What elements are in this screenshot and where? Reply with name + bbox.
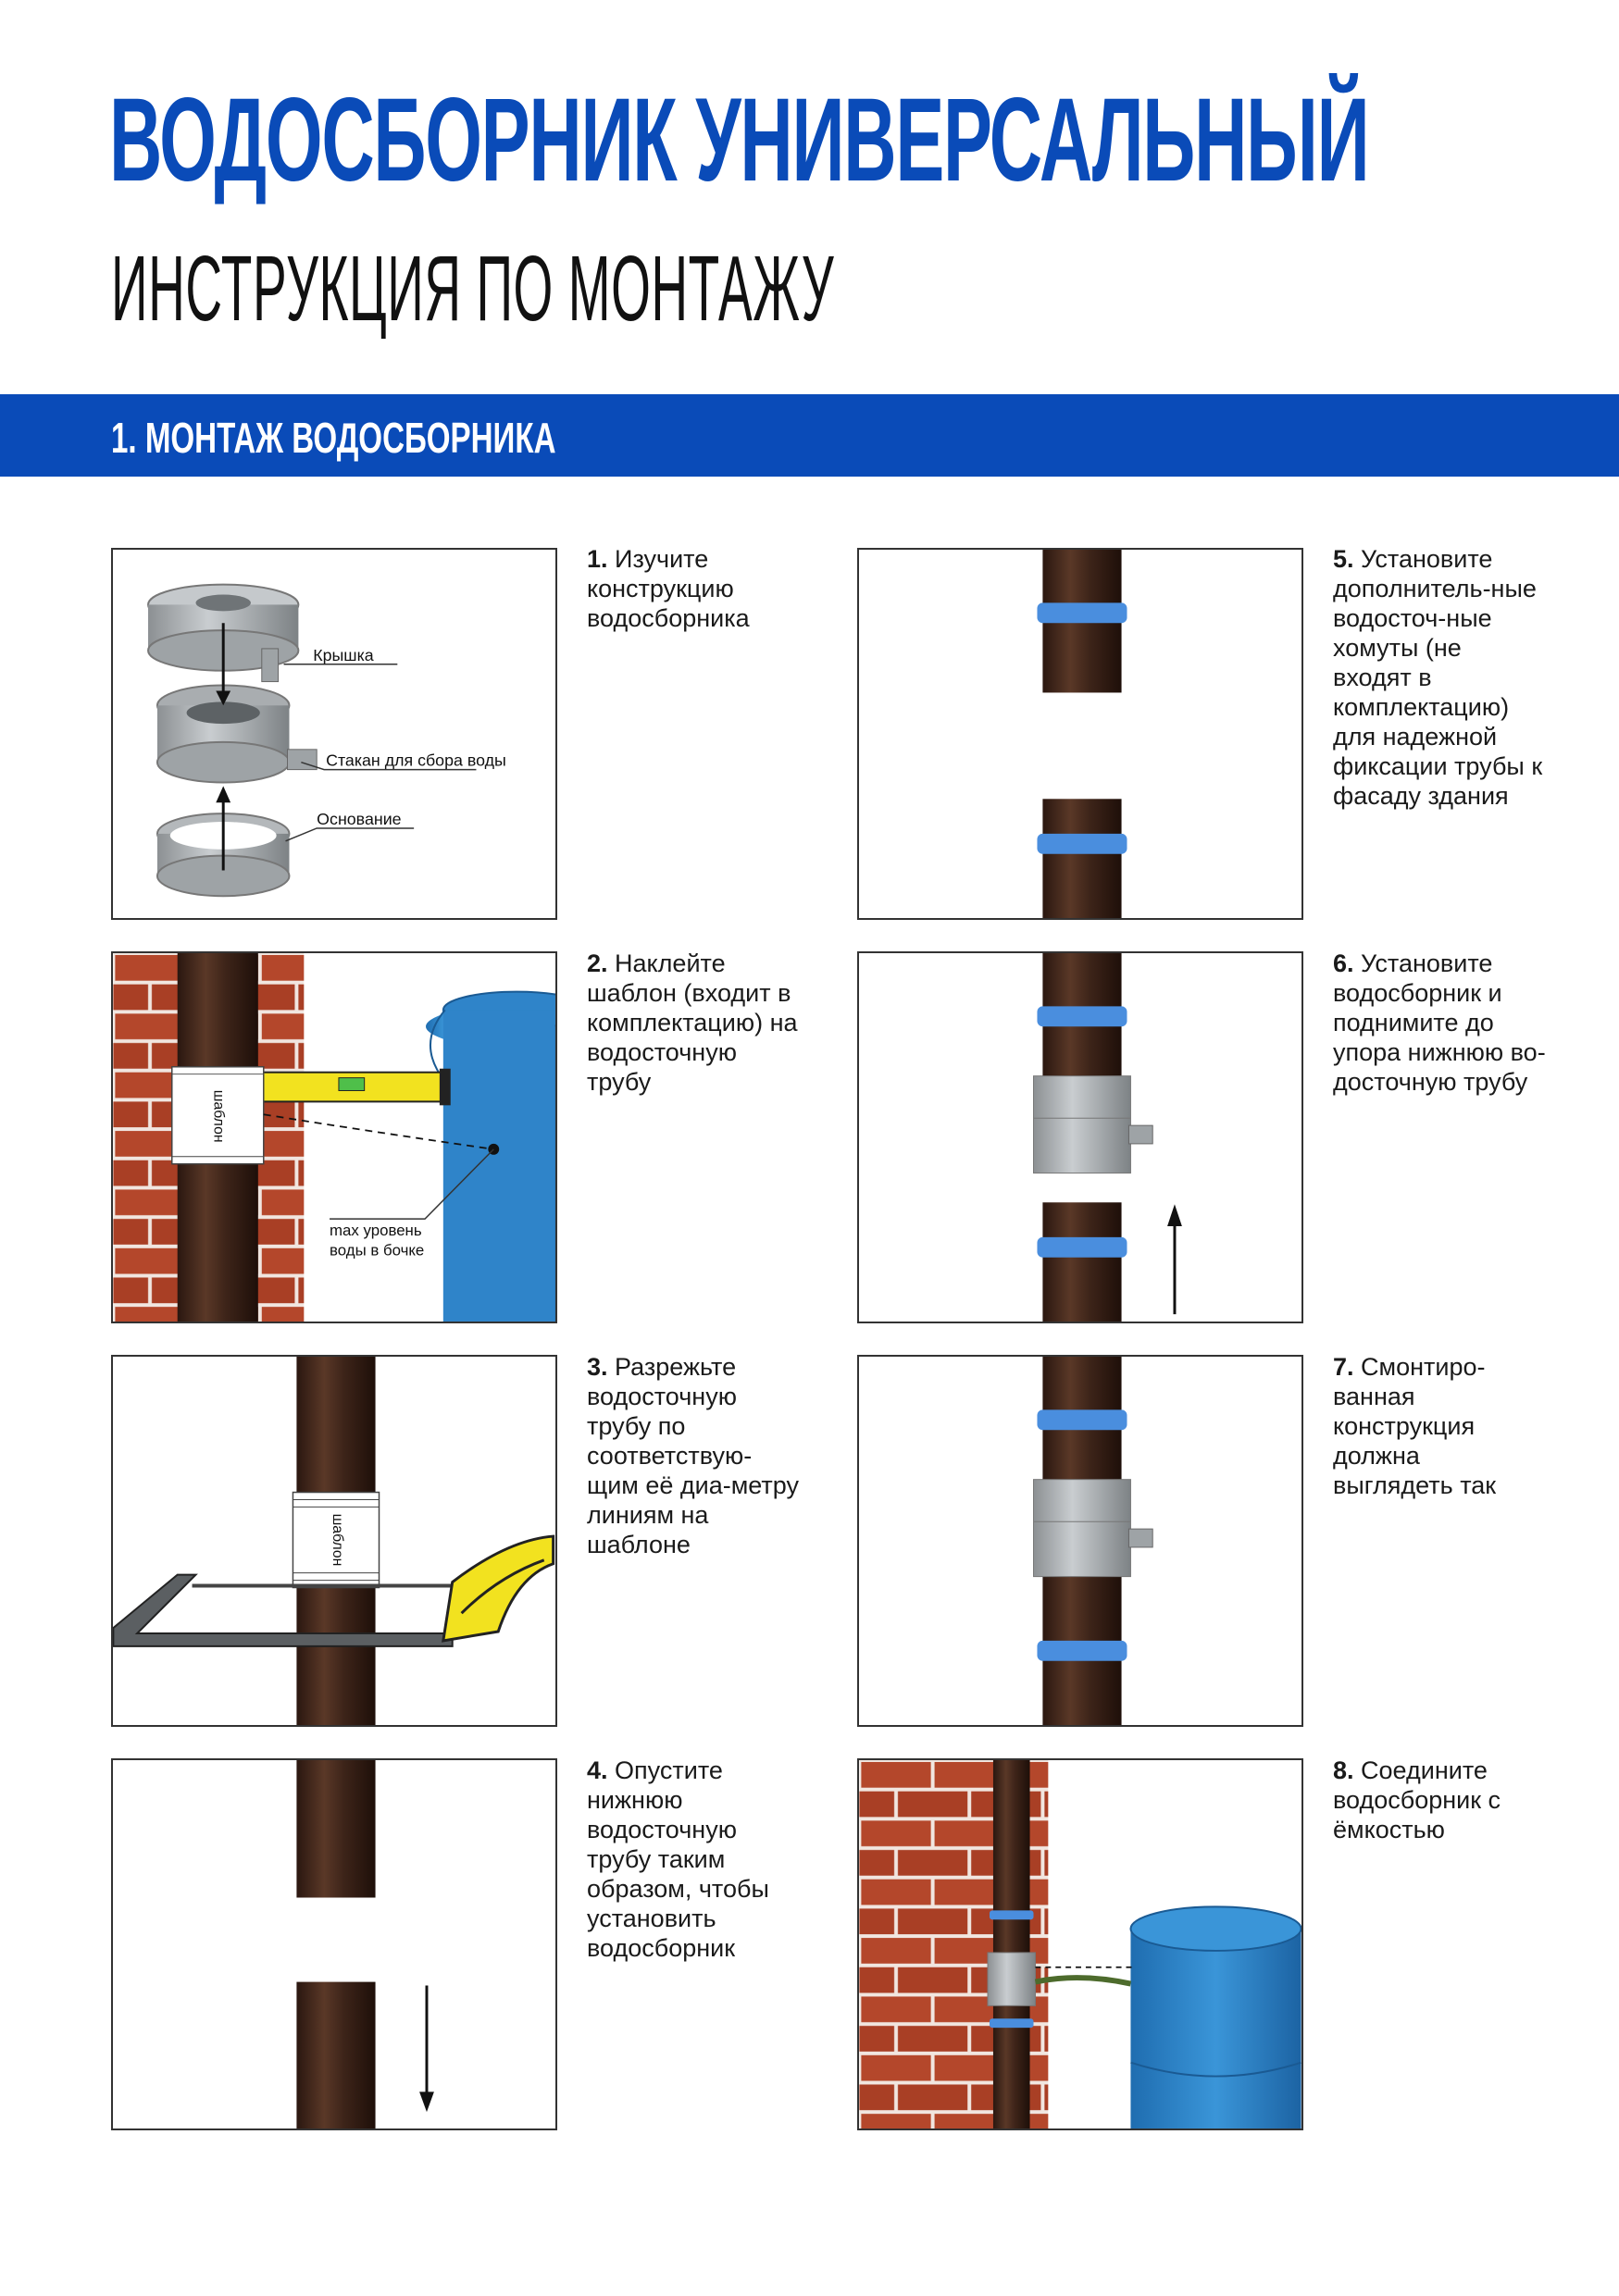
step-1-illustration bbox=[111, 548, 557, 920]
section-band bbox=[0, 394, 1619, 477]
page-title: ВОДОСБОРНИК УНИВЕРСАЛЬНЫЙ bbox=[109, 74, 1369, 206]
lower-pipe bbox=[296, 1982, 375, 2128]
step-6-illustration bbox=[857, 951, 1303, 1323]
step-5-text: 5. Установите дополнитель-ные водосточ-ные хомуты (не входят в комплектацию) для надежной фиксации трубы к фасаду здания bbox=[1333, 545, 1543, 810]
down-arrow-icon bbox=[419, 2091, 434, 2112]
pipe-clamp bbox=[990, 1910, 1034, 1919]
connection-hose bbox=[1035, 1978, 1130, 1983]
pipe-clamp bbox=[1037, 1006, 1127, 1026]
step-8-illustration bbox=[857, 1758, 1303, 2130]
label-lid: Крышка bbox=[313, 645, 374, 664]
step-4-text: 4. Опустите нижнюю водосточную трубу таким образом, чтобы установить водосборник bbox=[587, 1756, 769, 1962]
step-7-text: 7. Смонтиро-ванная конструкция должна выглядеть так bbox=[1333, 1353, 1497, 1499]
template-sticker bbox=[172, 1067, 264, 1164]
section-title: 1. МОНТАЖ ВОДОСБОРНИКА bbox=[111, 414, 556, 462]
barrel bbox=[426, 992, 555, 1322]
step-1-text: 1. Изучите конструкцию водосборника bbox=[587, 545, 750, 632]
up-arrow-icon bbox=[1167, 1204, 1182, 1226]
pipe-clamp bbox=[1037, 1641, 1127, 1661]
lower-pipe bbox=[1042, 1202, 1121, 1322]
label-cup: Стакан для сбора воды bbox=[326, 751, 506, 770]
step-2-illustration bbox=[111, 951, 557, 1323]
water-collector bbox=[1034, 1076, 1153, 1173]
spirit-level bbox=[253, 1069, 451, 1106]
upper-pipe bbox=[296, 1760, 375, 1898]
pipe-clamp bbox=[990, 2018, 1034, 2028]
pipe-clamp bbox=[1037, 834, 1127, 854]
step-4-illustration bbox=[111, 1758, 557, 2130]
svg-text:шаблон: шаблон bbox=[330, 1513, 346, 1567]
pipe-clamp bbox=[1037, 1237, 1127, 1258]
step-3-text: 3. Разрежьте водосточную трубу по соответствую-щим её диа-метру линиям на шаблоне bbox=[587, 1353, 799, 1558]
step-7-illustration bbox=[857, 1355, 1303, 1727]
step-3-illustration bbox=[111, 1355, 557, 1727]
water-collector bbox=[1034, 1480, 1153, 1577]
template-sticker bbox=[293, 1493, 379, 1588]
water-collector bbox=[988, 1953, 1035, 2005]
step-8-text: 8. Соедините водосборник с ёмкостью bbox=[1333, 1756, 1501, 1843]
pipe-clamp bbox=[1037, 602, 1127, 623]
cup-part bbox=[157, 686, 317, 783]
lower-pipe bbox=[1042, 799, 1121, 918]
page-subtitle: ИНСТРУКЦИЯ ПО МОНТАЖУ bbox=[111, 237, 835, 341]
step-5-illustration bbox=[857, 548, 1303, 920]
svg-text:шаблон: шаблон bbox=[210, 1089, 227, 1143]
label-max-level-2: воды в бочке bbox=[330, 1241, 425, 1260]
downpipe bbox=[993, 1760, 1030, 2128]
pipe-clamp bbox=[1037, 1409, 1127, 1430]
step-6-text: 6. Установите водосборник и поднимите до упора нижнюю во-досточную трубу bbox=[1333, 949, 1546, 1096]
step-2-text: 2. Наклейте шаблон (входит в комплектацию) на водосточную трубу bbox=[587, 949, 798, 1096]
barrel bbox=[1130, 1906, 1301, 2128]
label-max-level-1: max уровень bbox=[330, 1221, 422, 1239]
label-base: Основание bbox=[317, 810, 402, 829]
